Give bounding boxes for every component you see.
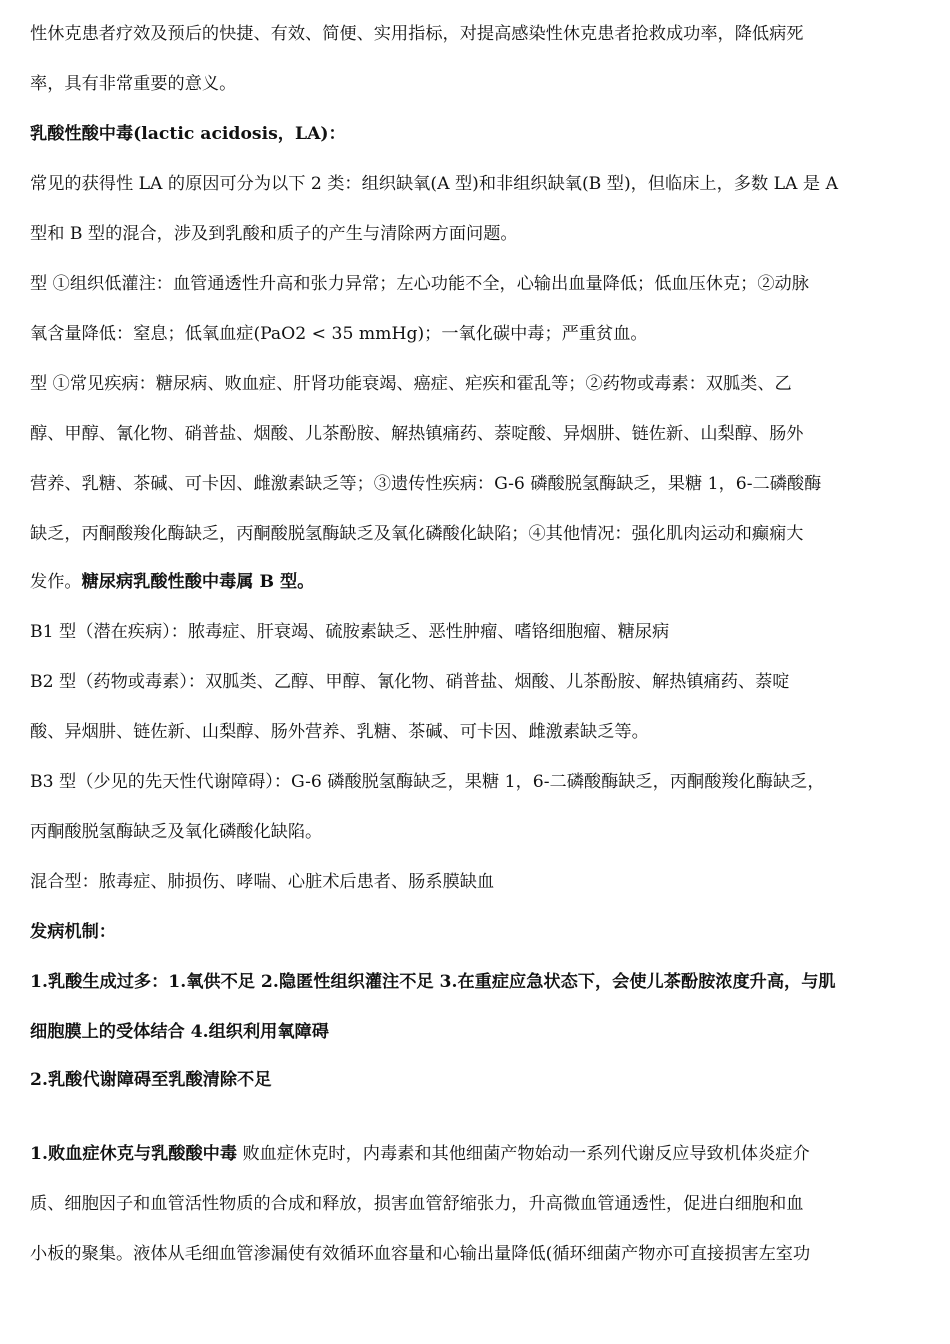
type-b-line-3	[30, 472, 821, 496]
paragraph-intro-line-1	[30, 22, 803, 46]
text-run: 性休克患者疗效及预后的快捷、有效、简便、实用指标，对提高感染性休克患者抢救成功率，降低病死	[30, 24, 804, 44]
heading-pathogenesis	[30, 920, 116, 944]
b1-line	[30, 620, 669, 644]
text-run: 酸、异烟肼、链佐新、山梨醇、肠外营养、乳糖、茶碱、可卡因、雌激素缺乏等。	[30, 722, 649, 742]
sepsis-paragraph-line-3	[30, 1242, 810, 1266]
text-run: 小板的聚集。液体从毛细血管渗漏使有效循环血容量和心输出量降低(循环细菌产物亦可直接损害左室功	[30, 1244, 811, 1264]
sepsis-paragraph-line-1	[30, 1142, 810, 1166]
text-run: 败血症休克时，内毒素和其他细菌产物始动一系列代谢反应导致机体炎症介	[237, 1144, 810, 1164]
text-run: 丙酮酸脱氢酶缺乏及氧化磷酸化缺陷。	[30, 822, 323, 842]
type-b-line-1	[30, 372, 792, 396]
b2-line-1	[30, 670, 790, 694]
text-run: B2 型（药物或毒素）：双胍类、乙醇、甲醇、氰化物、硝普盐、烟酸、儿茶酚胺、解热镇痛药、萘啶	[30, 672, 790, 692]
bold-text: 细胞膜上的受体结合 4.组织利用氧障碍	[30, 1022, 329, 1042]
text-run: 质、细胞因子和血管活性物质的合成和释放，损害血管舒缩张力，升高微血管通透性，促进白细胞和血	[30, 1194, 804, 1214]
text-run: 型和 B 型的混合，涉及到乳酸和质子的产生与清除两方面问题。	[30, 224, 518, 244]
bold-text: 1.乳酸生成过多：1.氧供不足 2.隐匿性组织灌注不足 3.在重症应急状态下，会使儿茶酚胺浓度升高，与肌	[30, 972, 836, 992]
type-a-line-1	[30, 272, 809, 296]
type-b-line-5	[30, 570, 314, 594]
text-run: 醇、甲醇、氰化物、硝普盐、烟酸、儿茶酚胺、解热镇痛药、萘啶酸、异烟肼、链佐新、山梨醇、肠外	[30, 424, 804, 444]
paragraph-causes-line-2	[30, 222, 518, 246]
bold-text: 乳酸性酸中毒(lactic acidosis，LA)：	[30, 124, 346, 144]
paragraph-intro-line-2	[30, 72, 236, 96]
mechanism-1-line-1	[30, 970, 836, 994]
b2-line-2	[30, 720, 649, 744]
type-b-line-2	[30, 422, 803, 446]
text-run: 氧含量降低：窒息；低氧血症(PaO2 < 35 mmHg)；一氧化碳中毒；严重贫血。	[30, 324, 648, 344]
bold-text: 1.败血症休克与乳酸酸中毒	[30, 1144, 238, 1164]
mixed-type-line	[30, 870, 494, 894]
mechanism-2-line	[30, 1068, 271, 1092]
text-run: 率，具有非常重要的意义。	[30, 74, 237, 94]
text-run: B1 型（潜在疾病）：脓毒症、肝衰竭、硫胺素缺乏、恶性肿瘤、嗜铬细胞瘤、糖尿病	[30, 622, 670, 642]
text-run: B3 型（少见的先天性代谢障碍）：G-6 磷酸脱氢酶缺乏，果糖 1，6-二磷酸酶缺乏，丙酮酸羧化酶缺乏，	[30, 772, 825, 792]
text-run: 混合型：脓毒症、肺损伤、哮喘、心脏术后患者、肠系膜缺血	[30, 872, 495, 892]
text-run: 营养、乳糖、茶碱、可卡因、雌激素缺乏等；③遗传性疾病：G-6 磷酸脱氢酶缺乏，果糖 1，6-二磷酸酶	[30, 474, 822, 494]
text-run: 缺乏，丙酮酸羧化酶缺乏，丙酮酸脱氢酶缺乏及氧化磷酸化缺陷；④其他情况：强化肌肉运动和癫痫大	[30, 524, 804, 544]
paragraph-causes-line-1	[30, 172, 838, 196]
b3-line-1	[30, 770, 825, 794]
mechanism-1-line-2	[30, 1020, 329, 1044]
type-b-line-4	[30, 522, 803, 546]
heading-lactic-acidosis	[30, 122, 346, 146]
type-a-line-2	[30, 322, 648, 346]
text-run: 型 ①常见疾病：糖尿病、败血症、肝肾功能衰竭、癌症、疟疾和霍乱等；②药物或毒素：双胍类、乙	[30, 374, 792, 394]
text-run: 发作。	[30, 572, 82, 592]
bold-text: 糖尿病乳酸性酸中毒属 B 型。	[81, 572, 315, 592]
bold-text: 2.乳酸代谢障碍至乳酸清除不足	[30, 1070, 272, 1090]
text-run: 型 ①组织低灌注：血管通透性升高和张力异常；左心功能不全，心输出血量降低；低血压休克；②动脉	[30, 274, 809, 294]
sepsis-paragraph-line-2	[30, 1192, 803, 1216]
bold-text: 发病机制：	[30, 922, 116, 942]
text-run: 常见的获得性 LA 的原因可分为以下 2 类：组织缺氧(A 型)和非组织缺氧(B 型)，但临床上，多数 LA 是 A	[30, 174, 838, 194]
b3-line-2	[30, 820, 322, 844]
